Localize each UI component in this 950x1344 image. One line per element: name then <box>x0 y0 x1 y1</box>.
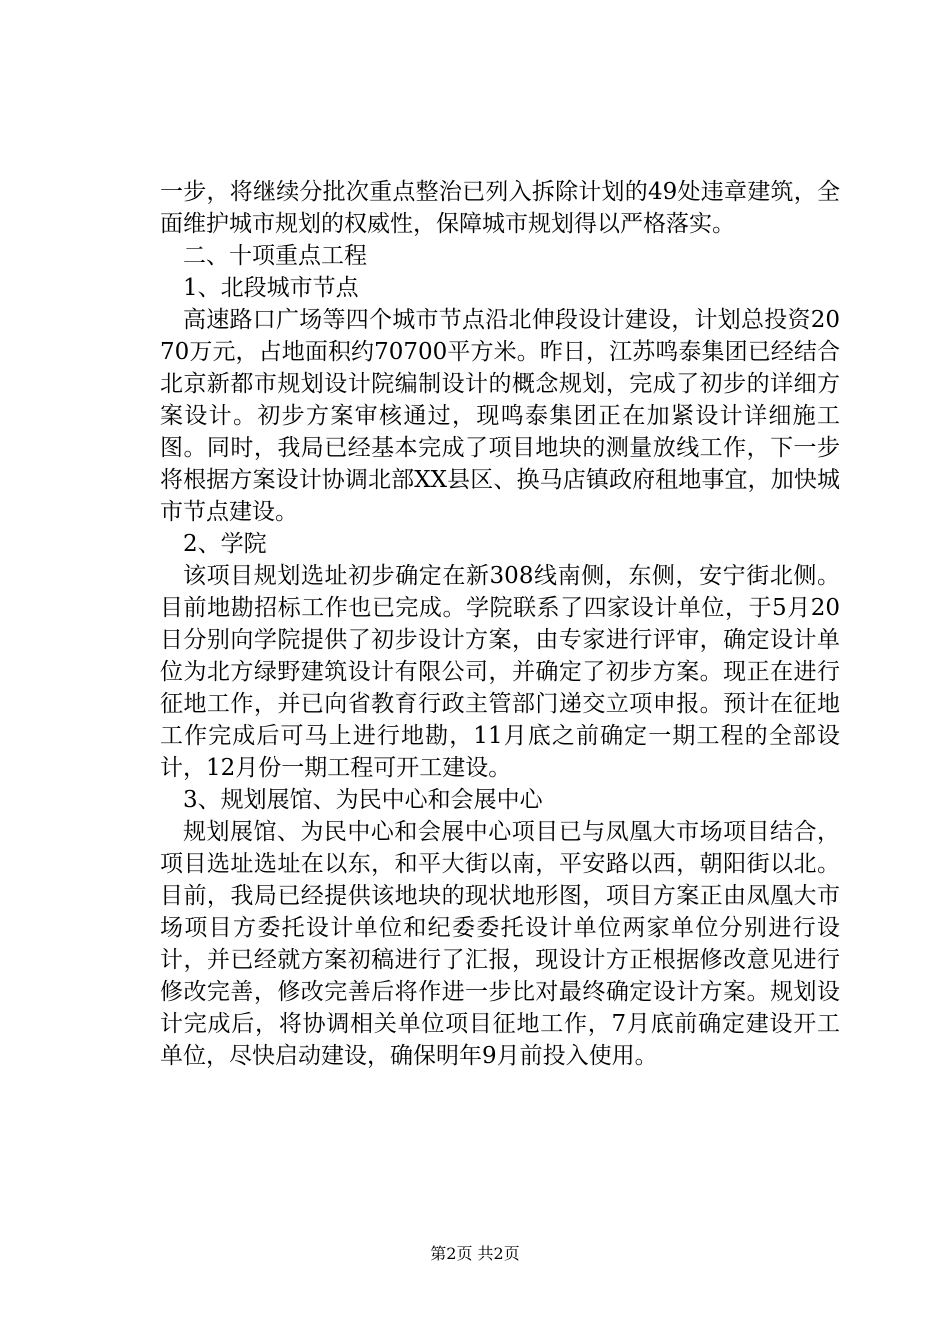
paragraph-continuation: 一步，将继续分批次重点整治已列入拆除计划的49处违章建筑，全面维护城市规划的权威性，保障城市规划得以严格落实。 <box>160 179 840 237</box>
page-footer: 第2页 共2页 <box>430 1244 520 1263</box>
paragraph-planning-exhibition: 规划展馆、为民中心和会展中心项目已与凤凰大市场项目结合，项目选址选址在以东，和平大街以南，平安路以西，朝阳街以北。目前，我局已经提供该地块的现状地形图，项目方案正由凤凰大市场项目方委托设计单位和纪委委托设计单位两家单位分别进行设计，并已经就方案初稿进行了汇报，现设计方正根据修改意见进行修改完善，修改完善后将作进一步比对最终确定设计方案。规划设计完成后，将协调相关单位项目征地工作，7月底前确定建设开工单位，尽快启动建设，确保明年9月前投入使用。 <box>160 819 840 1069</box>
subheading-north-city-node: 1、北段城市节点 <box>183 275 359 301</box>
paragraph-north-city-node: 高速路口广场等四个城市节点沿北伸段设计建设，计划总投资2070万元，占地面积约70700平方米。昨日，江苏鸣泰集团已经结合北京新都市规划设计院编制设计的概念规划，完成了初步的详细方案设计。初步方案审核通过，现鸣泰集团正在加紧设计详细施工图。同时，我局已经基本完成了项目地块的测量放线工作，下一步将根据方案设计协调北部XX县区、换马店镇政府租地事宜，加快城市节点建设。 <box>160 307 840 525</box>
document-body <box>160 176 840 1072</box>
subheading-planning-exhibition: 3、规划展馆、为民中心和会展中心 <box>183 787 543 813</box>
section-heading-key-projects: 二、十项重点工程 <box>183 243 367 269</box>
subheading-college: 2、学院 <box>183 531 267 557</box>
paragraph-college: 该项目规划选址初步确定在新308线南侧，东侧，安宁街北侧。目前地勘招标工作也已完成。学院联系了四家设计单位，于5月20日分别向学院提供了初步设计方案，由专家进行评审，确定设计单位为北方绿野建筑设计有限公司，并确定了初步方案。现正在进行征地工作，并已向省教育行政主管部门递交立项申报。预计在征地工作完成后可马上进行地勘，11月底之前确定一期工程的全部设计，12月份一期工程可开工建设。 <box>160 563 840 781</box>
